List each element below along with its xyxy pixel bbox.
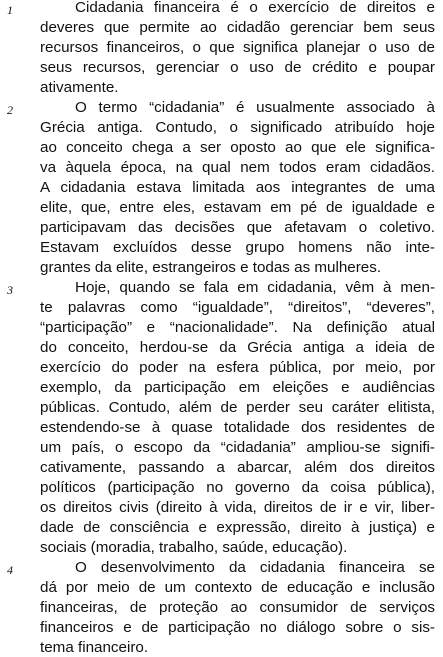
text-line: tema financeiro. xyxy=(40,639,149,656)
text-line: sociais (moradia, trabalho, saúde, educação). xyxy=(40,539,348,556)
paragraph-number: 1 xyxy=(7,3,13,17)
text-line: Hoje, quando se fala em cidadania, vêm à men- xyxy=(75,279,435,296)
text-line: exercício do poder na esfera pública, por meio, por xyxy=(40,359,435,376)
text-line: financeiros e de participação no diálogo sobre o sis- xyxy=(40,619,435,636)
text-line: A cidadania estava limitada aos integrantes de uma xyxy=(40,179,435,196)
text-line: dá por meio de um contexto de educação e inclusão xyxy=(40,579,435,596)
text-line: deveres que permite ao cidadão gerenciar bem seus xyxy=(40,19,435,36)
text-line: ao conceito chega a ser oposto ao que ele significa- xyxy=(40,139,435,156)
paragraph-number: 3 xyxy=(7,283,13,297)
text-line: públicas. Contudo, além de perder seu caráter elitista, xyxy=(40,399,435,416)
text-line: O desenvolvimento da cidadania financeira se xyxy=(75,559,435,576)
text-line: te palavras como “igualdade”, “direitos”, “deveres”, xyxy=(40,299,435,316)
text-line: financeiras, de proteção ao consumidor de serviços xyxy=(40,599,435,616)
text-line: “participação” e “nacionalidade”. Na definição atual xyxy=(40,319,435,336)
text-line: va àquela época, na qual nem todos eram cidadãos. xyxy=(40,159,435,176)
text-line: Cidadania financeira é o exercício de direitos e xyxy=(75,0,435,16)
text-line: O termo “cidadania” é usualmente associado à xyxy=(75,99,435,116)
text-line: elite, que, entre eles, estavam em pé de igualdade e xyxy=(40,199,435,216)
text-line: dade de consciência e expressão, direito à justiça) e xyxy=(40,519,435,536)
text-line: participavam das decisões que afetavam o coletivo. xyxy=(40,219,435,236)
paragraph-number: 2 xyxy=(7,103,13,117)
text-line: estendendo-se à quase totalidade dos residentes de xyxy=(40,419,435,436)
text-line: cativamente, passando a abarcar, além dos direitos xyxy=(40,459,435,476)
text-line: recursos financeiros, o que significa planejar o uso de xyxy=(40,39,435,56)
text-line: políticos (participação no governo da coisa pública), xyxy=(40,479,435,496)
text-line: Estavam excluídos desse grupo homens não inte- xyxy=(40,239,435,256)
text-line: Grécia antiga. Contudo, o significado atribuído hoje xyxy=(40,119,435,136)
text-line: um país, o escopo da “cidadania” ampliou-se signifi- xyxy=(40,439,435,456)
text-line: os direitos civis (direito à vida, direitos de ir e vir, liber- xyxy=(40,499,435,516)
text-line: grantes da elite, estrangeiros e todas as mulheres. xyxy=(40,259,382,276)
text-line: do conceito, herdou-se da Grécia antiga a ideia de xyxy=(40,339,435,356)
text-line: exemplo, da participação em eleições e audiências xyxy=(40,379,435,396)
text-line: seus recursos, gerenciar o uso de crédito e poupar xyxy=(40,59,435,76)
paragraph-number: 4 xyxy=(7,563,13,577)
text-line: ativamente. xyxy=(40,79,119,96)
